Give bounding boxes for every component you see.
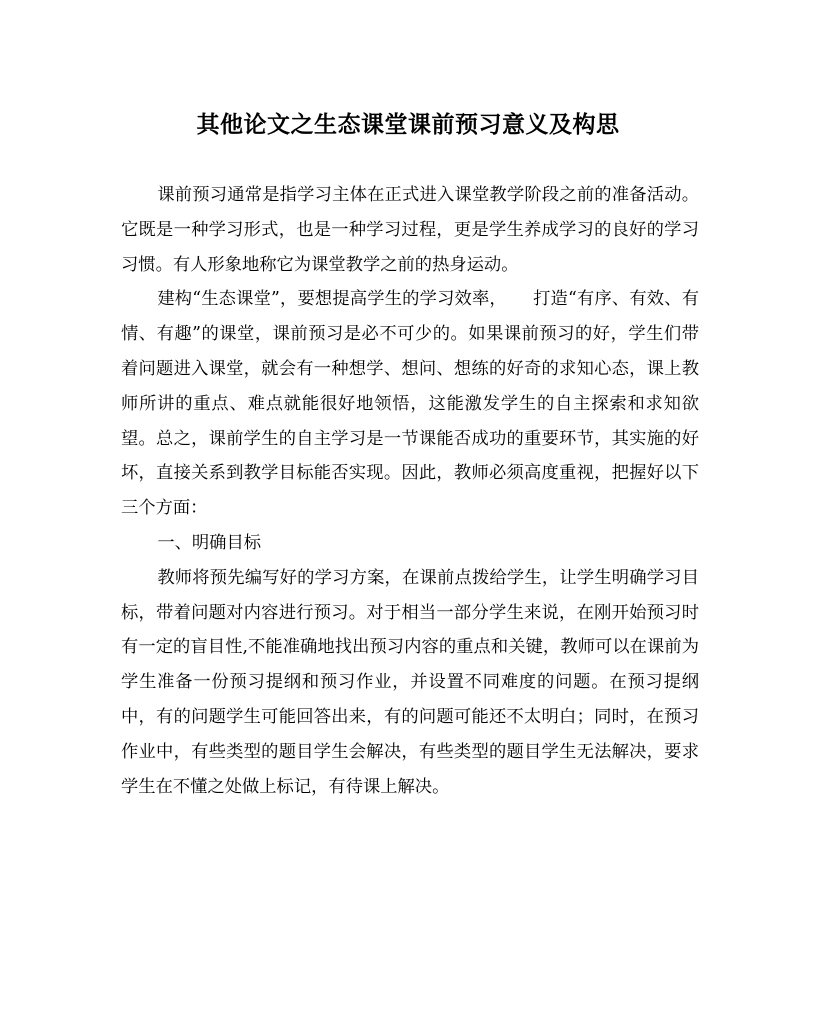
section-heading: 一、明确目标: [157, 532, 262, 553]
paragraph-ecological-classroom: 建构“生态课堂”，要想提高学生的学习效率， 打造“有序、有效、有情、有趣”的课堂，课前预习是必不可少的。如果课前预习的好，学生们带着问题进入课堂，就会有一种想学、想问、想练的好奇的求知心态，课上教师所讲的重点、难点就能很好地领悟，这能激发学生的自主探索和求知欲望。总之，课前学生的自主学习是一节课能否成功的重要环节，其实施的好坏，直接关系到教学目标能否实现。因此，教师必须高度重视，把握好以下三个方面：: [121, 289, 699, 519]
document-body: [121, 178, 699, 804]
paragraph-intro: 课前预习通常是指学习主体在正式进入课堂教学阶段之前的准备活动。它既是一种学习形式，也是一种学习过程，更是学生养成学习的良好的学习习惯。有人形象地称它为课堂教学之前的热身运动。: [121, 185, 699, 275]
document-title: 其他论文之生态课堂课前预习意义及构思: [196, 111, 620, 138]
paragraph-clear-goals: 教师将预先编写好的学习方案，在课前点拨给学生，让学生明确学习目标，带着问题对内容进行预习。对于相当一部分学生来说，在刚开始预习时有一定的盲目性,不能准确地找出预习内容的重点和关键，教师可以在课前为学生准备一份预习提纲和预习作业，并设置不同难度的问题。在预习提纲中，有的问题学生可能回答出来，有的问题可能还不太明白；同时，在预习作业中，有些类型的题目学生会解决，有些类型的题目学生无法解决，要求学生在不懂之处做上标记，有待课上解决。: [121, 567, 699, 797]
